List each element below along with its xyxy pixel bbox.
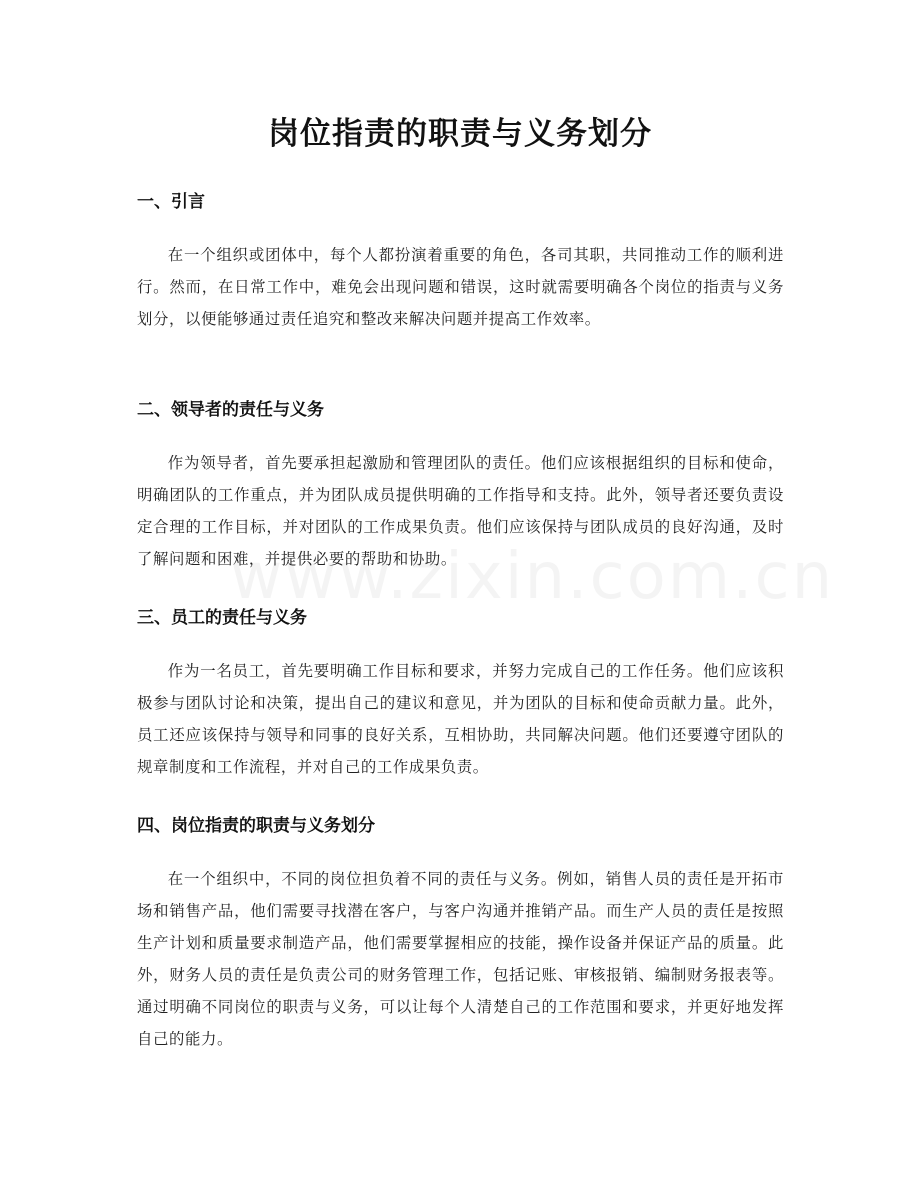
- section-heading: 二、领导者的责任与义务: [137, 400, 324, 420]
- document-title: 岗位指责的职责与义务划分: [268, 116, 652, 152]
- section-employee-duties: [137, 606, 784, 783]
- section-introduction: [137, 190, 784, 335]
- section-leader-duties: [137, 398, 784, 575]
- section-heading: 三、员工的责任与义务: [137, 608, 307, 628]
- section-paragraph: 在一个组织中，不同的岗位担负着不同的责任与义务。例如，销售人员的责任是开拓市场和销售产品，他们需要寻找潜在客户，与客户沟通并推销产品。而生产人员的责任是按照生产计划和质量要求制造产品，他们需要掌握相应的技能，操作设备并保证产品的质量。此外，财务人员的责任是负责公司的财务管理工作，包括记账、审核报销、编制财务报表等。通过明确不同岗位的职责与义务，可以让每个人清楚自己的工作范围和要求，并更好地发挥自己的能力。: [137, 870, 784, 1048]
- section-heading: 一、引言: [137, 192, 205, 212]
- section-paragraph: 作为领导者，首先要承担起激励和管理团队的责任。他们应该根据组织的目标和使命，明确团队的工作重点，并为团队成员提供明确的工作指导和支持。此外，领导者还要负责设定合理的工作目标，并对团队的工作成果负责。他们应该保持与团队成员的良好沟通，及时了解问题和困难，并提供必要的帮助和协助。: [137, 454, 784, 568]
- section-paragraph: 作为一名员工，首先要明确工作目标和要求，并努力完成自己的工作任务。他们应该积极参与团队讨论和决策，提出自己的建议和意见，并为团队的目标和使命贡献力量。此外，员工还应该保持与领导和同事的良好关系，互相协助，共同解决问题。他们还要遵守团队的规章制度和工作流程，并对自己的工作成果负责。: [137, 662, 784, 776]
- section-position-duties: [137, 814, 784, 1055]
- section-heading: 四、岗位指责的职责与义务划分: [137, 816, 375, 836]
- section-paragraph: 在一个组织或团体中，每个人都扮演着重要的角色，各司其职，共同推动工作的顺利进行。然而，在日常工作中，难免会出现问题和错误，这时就需要明确各个岗位的指责与义务划分，以便能够通过责任追究和整改来解决问题并提高工作效率。: [137, 246, 784, 328]
